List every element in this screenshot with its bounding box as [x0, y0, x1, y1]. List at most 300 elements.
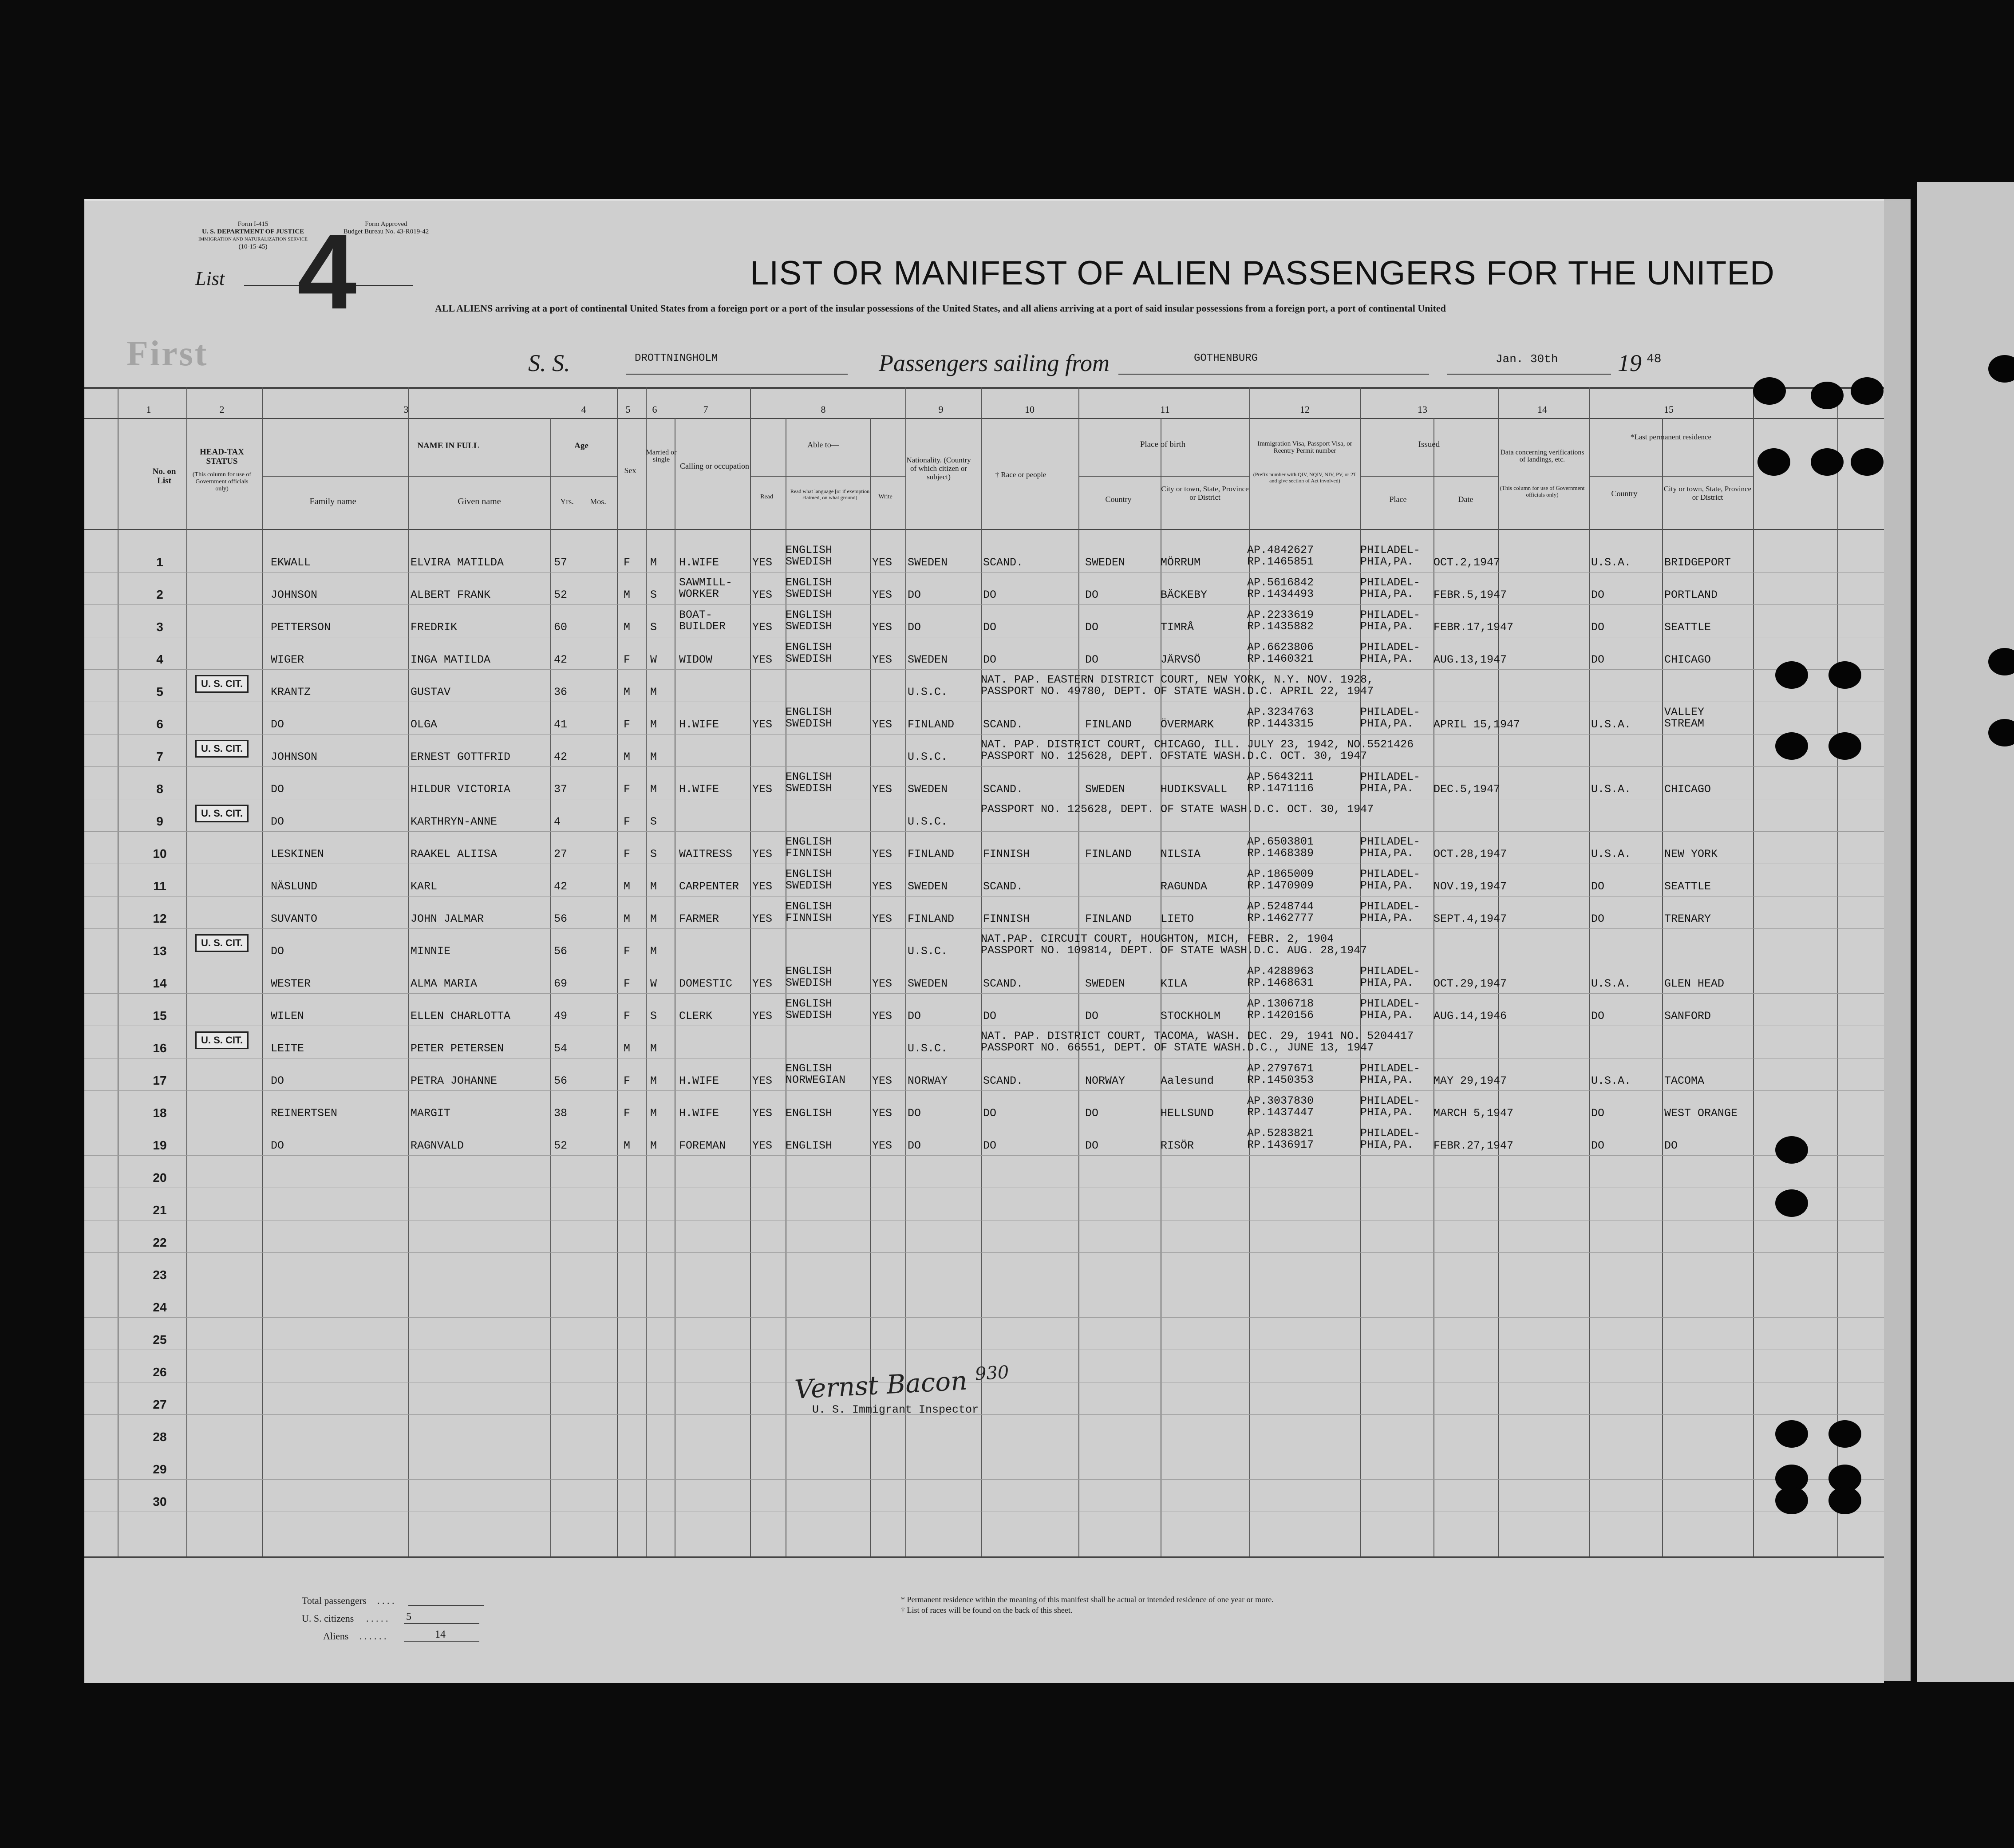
- header-read-language: Read what language [or if exemption claimed, on what ground]: [790, 488, 870, 501]
- given-name: PETER PETERSEN: [411, 1042, 504, 1055]
- row-rule: [84, 1479, 1884, 1480]
- birth-city: Aalesund: [1161, 1074, 1214, 1087]
- sex: M: [624, 621, 631, 634]
- row-number: 22: [153, 1236, 167, 1249]
- footnote-races: † List of races will be found on the back of this sheet.: [901, 1606, 1073, 1615]
- inspector-signature: [794, 1362, 1010, 1405]
- birth-country: DO: [1085, 588, 1099, 601]
- marital-status: M: [650, 750, 657, 763]
- age-years: 42: [554, 653, 568, 666]
- birth-country: DO: [1085, 621, 1099, 634]
- nationality: DO: [908, 1139, 921, 1152]
- birth-city: NILSIA: [1161, 848, 1201, 861]
- signature-scrawl: Vernst Bacon: [794, 1365, 968, 1405]
- nationality: U.S.C.: [908, 815, 948, 828]
- birth-country: NORWAY: [1085, 1074, 1125, 1087]
- sex: F: [624, 556, 631, 569]
- marital-status: W: [650, 653, 657, 666]
- row-number: 13: [153, 944, 167, 958]
- nationality: FINLAND: [908, 848, 955, 861]
- row-number: 21: [153, 1203, 167, 1217]
- header-res-city: City or town, State, Province or District: [1663, 485, 1752, 501]
- issued-date: OCT.28,1947: [1433, 848, 1507, 861]
- languages: ENGLISH: [786, 1139, 833, 1152]
- residence-city: DO: [1664, 1139, 1678, 1152]
- header-place-of-birth: Place of birth: [1140, 440, 1186, 449]
- given-name: KARTHRYN-ANNE: [411, 815, 498, 828]
- row-number: 16: [153, 1041, 167, 1055]
- sex: F: [624, 945, 631, 958]
- row-number: 23: [153, 1268, 167, 1282]
- birth-country: DO: [1085, 653, 1099, 666]
- race: DO: [983, 653, 997, 666]
- given-name: PETRA JOHANNE: [411, 1074, 498, 1087]
- naturalization-details: NAT. PAP. DISTRICT COURT, CHICAGO, ILL. JULY 23, 1942, NO.5521426 PASSPORT NO. 125628, DEPT. OFSTATE WASH.D.C. OCT. 30, 1947: [981, 738, 1414, 762]
- header-sex: Sex: [624, 466, 636, 475]
- able-to-read: YES: [752, 783, 773, 796]
- residence-city: NEW YORK: [1664, 848, 1718, 861]
- issued-place: PHILADEL- PHIA,PA.: [1360, 965, 1421, 989]
- sex: M: [624, 686, 631, 699]
- able-to-write: YES: [872, 1139, 892, 1152]
- occupation: SAWMILL- WORKER: [679, 576, 733, 600]
- header-yrs: Yrs.: [560, 497, 574, 506]
- header-calling: Calling or occupation: [680, 462, 749, 470]
- punch-hole: [1811, 448, 1844, 476]
- issued-date: OCT.2,1947: [1433, 556, 1501, 569]
- residence-city: WEST ORANGE: [1664, 1107, 1738, 1120]
- race: SCAND.: [983, 977, 1023, 990]
- family-name: DO: [271, 718, 284, 731]
- birth-city: JÄRVSÖ: [1161, 653, 1201, 666]
- family-name: LEITE: [271, 1042, 304, 1055]
- race: SCAND.: [983, 880, 1023, 893]
- issued-place: PHILADEL- PHIA,PA.: [1360, 608, 1421, 633]
- aliens-dots: . . . . . .: [359, 1631, 387, 1642]
- able-to-write: YES: [872, 880, 892, 893]
- occupation: CLERK: [679, 1010, 713, 1023]
- header-landings-note: (This column for use of Government officials only): [1500, 485, 1585, 498]
- languages: ENGLISH FINNISH: [786, 835, 833, 860]
- row-rule: [84, 1090, 1884, 1091]
- given-name: ALBERT FRANK: [411, 588, 491, 601]
- able-to-read: YES: [752, 1107, 773, 1120]
- birth-city: HUDIKSVALL: [1161, 783, 1228, 796]
- column-rule: [1662, 418, 1663, 1556]
- issued-date: DEC.5,1947: [1433, 783, 1501, 796]
- residence-city: GLEN HEAD: [1664, 977, 1725, 990]
- issued-place: PHILADEL- PHIA,PA.: [1360, 997, 1421, 1022]
- languages: ENGLISH SWEDISH: [786, 608, 833, 633]
- languages: ENGLISH SWEDISH: [786, 770, 833, 795]
- nationality: U.S.C.: [908, 686, 948, 699]
- row-rule: [84, 831, 1884, 832]
- row-rule: [84, 669, 1884, 670]
- row-rule: [84, 993, 1884, 994]
- column-rule: [1589, 387, 1590, 1556]
- able-to-read: YES: [752, 912, 773, 925]
- residence-country: U.S.A.: [1591, 783, 1631, 796]
- able-to-read: YES: [752, 653, 773, 666]
- header-write: Write: [878, 494, 892, 500]
- race: SCAND.: [983, 556, 1023, 569]
- birth-country: SWEDEN: [1085, 977, 1125, 990]
- visa-number: AP.4842627 RP.1465851: [1247, 544, 1314, 568]
- family-name: JOHNSON: [271, 588, 318, 601]
- header-issued-place: Place: [1389, 495, 1407, 504]
- residence-country: DO: [1591, 1107, 1605, 1120]
- birth-city: RISÖR: [1161, 1139, 1194, 1152]
- given-name: ALMA MARIA: [411, 977, 478, 990]
- marital-status: M: [650, 783, 657, 796]
- header-married: Married or single: [646, 449, 677, 463]
- able-to-write: YES: [872, 783, 892, 796]
- residence-country: DO: [1591, 1139, 1605, 1152]
- issued-date: OCT.29,1947: [1433, 977, 1507, 990]
- birth-country: DO: [1085, 1139, 1099, 1152]
- able-to-read: YES: [752, 621, 773, 634]
- given-name: MARGIT: [411, 1107, 451, 1120]
- subheader-rule: [550, 476, 617, 477]
- punch-hole: [1828, 732, 1861, 760]
- nationality: FINLAND: [908, 718, 955, 731]
- nationality: U.S.C.: [908, 750, 948, 763]
- column-number-rule: [84, 418, 1884, 419]
- birth-city: TIMRÅ: [1161, 621, 1194, 634]
- family-name: DO: [271, 815, 284, 828]
- able-to-write: YES: [872, 1107, 892, 1120]
- nationality: SWEDEN: [908, 880, 948, 893]
- naturalization-details: NAT. PAP. EASTERN DISTRICT COURT, NEW YORK, N.Y. NOV. 1928, PASSPORT NO. 49780, DEPT. OF STATE WASH.D.C. APRIL 22, 1947: [981, 673, 1374, 698]
- given-name: ELLEN CHARLOTTA: [411, 1010, 511, 1023]
- column-number: 7: [703, 404, 708, 415]
- sailing-date: Jan. 30th: [1496, 352, 1558, 366]
- row-number: 5: [156, 685, 163, 699]
- header-family-name: Family name: [309, 497, 356, 506]
- header-birth-country: Country: [1105, 495, 1132, 504]
- occupation: FARMER: [679, 912, 719, 925]
- signature-time: 930: [974, 1362, 1010, 1385]
- residence-city: PORTLAND: [1664, 588, 1718, 601]
- age-years: 42: [554, 880, 568, 893]
- residence-country: U.S.A.: [1591, 1074, 1631, 1087]
- family-name: SUVANTO: [271, 912, 318, 925]
- header-issued-date: Date: [1458, 495, 1473, 504]
- us-citizen-stamp: U. S. CIT.: [195, 1031, 249, 1049]
- row-number: 12: [153, 912, 167, 925]
- given-name: KARL: [411, 880, 438, 893]
- nationality: SWEDEN: [908, 783, 948, 796]
- age-years: 52: [554, 1139, 568, 1152]
- residence-country: DO: [1591, 1010, 1605, 1023]
- sex: M: [624, 1042, 631, 1055]
- sex: F: [624, 1010, 631, 1023]
- issued-date: MAY 29,1947: [1433, 1074, 1507, 1087]
- residence-city: CHICAGO: [1664, 653, 1711, 666]
- family-name: EKWALL: [271, 556, 311, 569]
- able-to-read: YES: [752, 977, 773, 990]
- languages: ENGLISH SWEDISH: [786, 965, 833, 989]
- punch-hole: [1811, 382, 1844, 409]
- issued-place: PHILADEL- PHIA,PA.: [1360, 1094, 1421, 1119]
- sex: F: [624, 653, 631, 666]
- us-citizen-stamp: U. S. CIT.: [195, 934, 249, 952]
- issued-place: PHILADEL- PHIA,PA.: [1360, 576, 1421, 600]
- visa-number: AP.5283821 RP.1436917: [1247, 1127, 1314, 1151]
- punch-hole: [1775, 1420, 1808, 1448]
- header-birth-city: City or town, State, Province or District: [1161, 485, 1249, 501]
- able-to-write: YES: [872, 718, 892, 731]
- row-number: 30: [153, 1495, 167, 1508]
- family-name: WILEN: [271, 1010, 304, 1023]
- header-age: Age: [574, 441, 588, 450]
- visa-number: AP.2797671 RP.1450353: [1247, 1062, 1314, 1086]
- age-years: 42: [554, 750, 568, 763]
- row-number: 26: [153, 1365, 167, 1379]
- punch-hole: [1828, 1487, 1861, 1514]
- languages: ENGLISH SWEDISH: [786, 997, 833, 1022]
- race: DO: [983, 1107, 997, 1120]
- residence-city: TRENARY: [1664, 912, 1711, 925]
- nationality: SWEDEN: [908, 977, 948, 990]
- age-years: 4: [554, 815, 561, 828]
- visa-number: AP.5248744 RP.1462777: [1247, 900, 1314, 924]
- row-number: 11: [153, 879, 166, 893]
- race: SCAND.: [983, 718, 1023, 731]
- punch-hole: [1775, 661, 1808, 689]
- sex: M: [624, 750, 631, 763]
- footnote-residence: * Permanent residence within the meaning of this manifest shall be actual or intended residence of one year or more.: [901, 1595, 1274, 1604]
- subheader-rule: [1589, 476, 1753, 477]
- header-visa: Immigration Visa, Passport Visa, or Reentry Permit number: [1257, 440, 1352, 454]
- languages: ENGLISH NORWEGIAN: [786, 1062, 846, 1086]
- able-to-write: YES: [872, 977, 892, 990]
- race: DO: [983, 1010, 997, 1023]
- languages: ENGLISH FINNISH: [786, 900, 833, 924]
- issued-place: PHILADEL- PHIA,PA.: [1360, 770, 1421, 795]
- punch-hole: [1775, 1487, 1808, 1514]
- header-race: † Race or people: [995, 470, 1046, 479]
- manifest-sheet: [84, 199, 1884, 1683]
- column-number: 5: [625, 404, 631, 415]
- issued-place: PHILADEL- PHIA,PA.: [1360, 900, 1421, 924]
- visa-number: AP.1865009 RP.1470909: [1247, 868, 1314, 892]
- marital-status: S: [650, 588, 657, 601]
- residence-country: DO: [1591, 912, 1605, 925]
- occupation: WAITRESS: [679, 848, 733, 861]
- residence-country: U.S.A.: [1591, 556, 1631, 569]
- issued-place: PHILADEL- PHIA,PA.: [1360, 544, 1421, 568]
- given-name: RAAKEL ALIISA: [411, 848, 498, 861]
- column-rule: [1078, 387, 1079, 1556]
- family-name: JOHNSON: [271, 750, 318, 763]
- residence-country: DO: [1591, 653, 1605, 666]
- list-label: List: [195, 268, 225, 289]
- family-name: NÄSLUND: [271, 880, 318, 893]
- row-number: 25: [153, 1333, 167, 1347]
- column-rule: [550, 418, 551, 1556]
- punch-hole: [1775, 1189, 1808, 1217]
- nationality: SWEDEN: [908, 653, 948, 666]
- able-to-read: YES: [752, 718, 773, 731]
- marital-status: M: [650, 718, 657, 731]
- issued-place: PHILADEL- PHIA,PA.: [1360, 1127, 1421, 1151]
- aliens-line: [404, 1641, 479, 1642]
- column-number: 11: [1160, 404, 1170, 415]
- row-number: 2: [156, 588, 163, 601]
- row-rule: [84, 604, 1884, 605]
- page-binding-stub: [1884, 199, 1911, 1681]
- nationality: DO: [908, 1010, 921, 1023]
- residence-city: SANFORD: [1664, 1010, 1711, 1023]
- ship-name: DROTTNINGHOLM: [635, 352, 718, 364]
- residence-city: TACOMA: [1664, 1074, 1705, 1087]
- family-name: KRANTZ: [271, 686, 311, 699]
- birth-city: RAGUNDA: [1161, 880, 1208, 893]
- given-name: JOHN JALMAR: [411, 912, 484, 925]
- subheader-rule: [1078, 476, 1249, 477]
- row-number: 27: [153, 1398, 167, 1411]
- marital-status: M: [650, 1074, 657, 1087]
- occupation: H.WIFE: [679, 1074, 719, 1087]
- age-years: 37: [554, 783, 568, 796]
- table-top-rule: [84, 387, 1884, 389]
- total-line: [408, 1605, 484, 1606]
- birth-country: DO: [1085, 1010, 1099, 1023]
- issued-date: NOV.19,1947: [1433, 880, 1507, 893]
- sex: F: [624, 1107, 631, 1120]
- row-number: 6: [156, 717, 163, 731]
- column-rule: [1837, 387, 1838, 1556]
- marital-status: M: [650, 1139, 657, 1152]
- citizens-line: [404, 1623, 479, 1624]
- row-number: 8: [156, 782, 163, 796]
- marital-status: M: [650, 945, 657, 958]
- race: DO: [983, 588, 997, 601]
- given-name: HILDUR VICTORIA: [411, 783, 511, 796]
- ship-label: S. S.: [528, 350, 570, 376]
- able-to-write: YES: [872, 621, 892, 634]
- languages: ENGLISH SWEDISH: [786, 706, 833, 730]
- row-number: 4: [156, 652, 163, 666]
- race: SCAND.: [983, 783, 1023, 796]
- list-number: 4: [297, 212, 357, 331]
- marital-status: W: [650, 977, 657, 990]
- marital-status: S: [650, 815, 657, 828]
- punch-hole: [1828, 661, 1861, 689]
- issued-date: FEBR.27,1947: [1433, 1139, 1514, 1152]
- row-number: 29: [153, 1462, 167, 1476]
- punch-hole: [1828, 1420, 1861, 1448]
- family-name: WIGER: [271, 653, 304, 666]
- age-years: 57: [554, 556, 568, 569]
- age-years: 38: [554, 1107, 568, 1120]
- able-to-write: YES: [872, 653, 892, 666]
- occupation: H.WIFE: [679, 556, 719, 569]
- age-years: 36: [554, 686, 568, 699]
- row-number: 3: [156, 620, 163, 634]
- visa-number: AP.4288963 RP.1468631: [1247, 965, 1314, 989]
- birth-city: BÄCKEBY: [1161, 588, 1208, 601]
- issued-place: PHILADEL- PHIA,PA.: [1360, 706, 1421, 730]
- aliens-label: Aliens: [323, 1631, 349, 1642]
- subheader-rule: [1360, 476, 1498, 477]
- nationality: NORWAY: [908, 1074, 948, 1087]
- visa-number: AP.6503801 RP.1468389: [1247, 835, 1314, 860]
- family-name: REINERTSEN: [271, 1107, 338, 1120]
- visa-number: AP.2233619 RP.1435882: [1247, 608, 1314, 633]
- header-head-tax-note: (This column for use of Government officials only): [192, 471, 252, 492]
- issued-place: PHILADEL- PHIA,PA.: [1360, 1062, 1421, 1086]
- marital-status: M: [650, 912, 657, 925]
- sex: F: [624, 848, 631, 861]
- punch-hole: [1775, 1136, 1808, 1164]
- visa-number: AP.5616842 RP.1434493: [1247, 576, 1314, 600]
- column-rule: [750, 387, 751, 1556]
- birth-city: MÖRRUM: [1161, 556, 1201, 569]
- issued-date: APRIL 15,1947: [1433, 718, 1520, 731]
- column-rule: [646, 387, 647, 1556]
- sex: F: [624, 815, 631, 828]
- row-number: 7: [156, 750, 163, 763]
- visa-number: AP.1306718 RP.1420156: [1247, 997, 1314, 1022]
- punch-hole: [1753, 377, 1786, 405]
- page-subtitle: ALL ALIENS arriving at a port of continental United States from a foreign port or a port of the insular possessions of the United States, and all aliens arriving at a port of said insular possessions from a foreign port, a port of continental United: [435, 303, 1446, 314]
- given-name: FREDRIK: [411, 621, 458, 634]
- port-underline: [1118, 374, 1429, 375]
- header-bottom-rule: [84, 529, 1884, 530]
- column-rule: [186, 387, 187, 1556]
- next-page-edge: [1917, 182, 2014, 1682]
- column-number: 13: [1418, 404, 1427, 415]
- residence-country: U.S.A.: [1591, 848, 1631, 861]
- issued-date: FEBR.5,1947: [1433, 588, 1507, 601]
- sex: F: [624, 1074, 631, 1087]
- age-years: 52: [554, 588, 568, 601]
- residence-city: VALLEY STREAM: [1664, 706, 1705, 730]
- column-number: 3: [403, 404, 409, 415]
- issued-date: SEPT.4,1947: [1433, 912, 1507, 925]
- us-citizens-label: U. S. citizens: [302, 1613, 354, 1624]
- visa-number: AP.3037830 RP.1437447: [1247, 1094, 1314, 1119]
- column-number: 15: [1664, 404, 1674, 415]
- class-stamp: First: [126, 334, 209, 373]
- header-name-in-full: NAME IN FULL: [417, 441, 479, 450]
- naturalization-details: PASSPORT NO. 125628, DEPT. OF STATE WASH.D.C. OCT. 30, 1947: [981, 803, 1374, 816]
- marital-status: S: [650, 621, 657, 634]
- row-number: 15: [153, 1009, 167, 1023]
- row-rule: [84, 1252, 1884, 1253]
- birth-country: FINLAND: [1085, 912, 1132, 925]
- header-nationality: Nationality. (Country of which citizen or subject): [906, 456, 971, 481]
- residence-city: SEATTLE: [1664, 880, 1711, 893]
- issued-date: AUG.13,1947: [1433, 653, 1507, 666]
- column-number: 8: [821, 404, 826, 415]
- page-title: LIST OR MANIFEST OF ALIEN PASSENGERS FOR THE UNITED: [750, 254, 1775, 292]
- header-able-to: Able to—: [807, 440, 839, 449]
- race: DO: [983, 621, 997, 634]
- marital-status: M: [650, 1107, 657, 1120]
- given-name: ERNEST GOTTFRID: [411, 750, 511, 763]
- header-landings: Data concerning verifications of landings, etc.: [1500, 449, 1584, 463]
- column-number: 6: [652, 404, 657, 415]
- occupation: WIDOW: [679, 653, 713, 666]
- birth-city: LIETO: [1161, 912, 1194, 925]
- naturalization-details: NAT.PAP. CIRCUIT COURT, HOUGHTON, MICH, FEBR. 2, 1904 PASSPORT NO. 109814, DEPT. OF STATE WASH.D.C. AUG. 28,1947: [981, 932, 1367, 957]
- residence-country: DO: [1591, 621, 1605, 634]
- sex: F: [624, 977, 631, 990]
- family-name: PETTERSON: [271, 621, 331, 634]
